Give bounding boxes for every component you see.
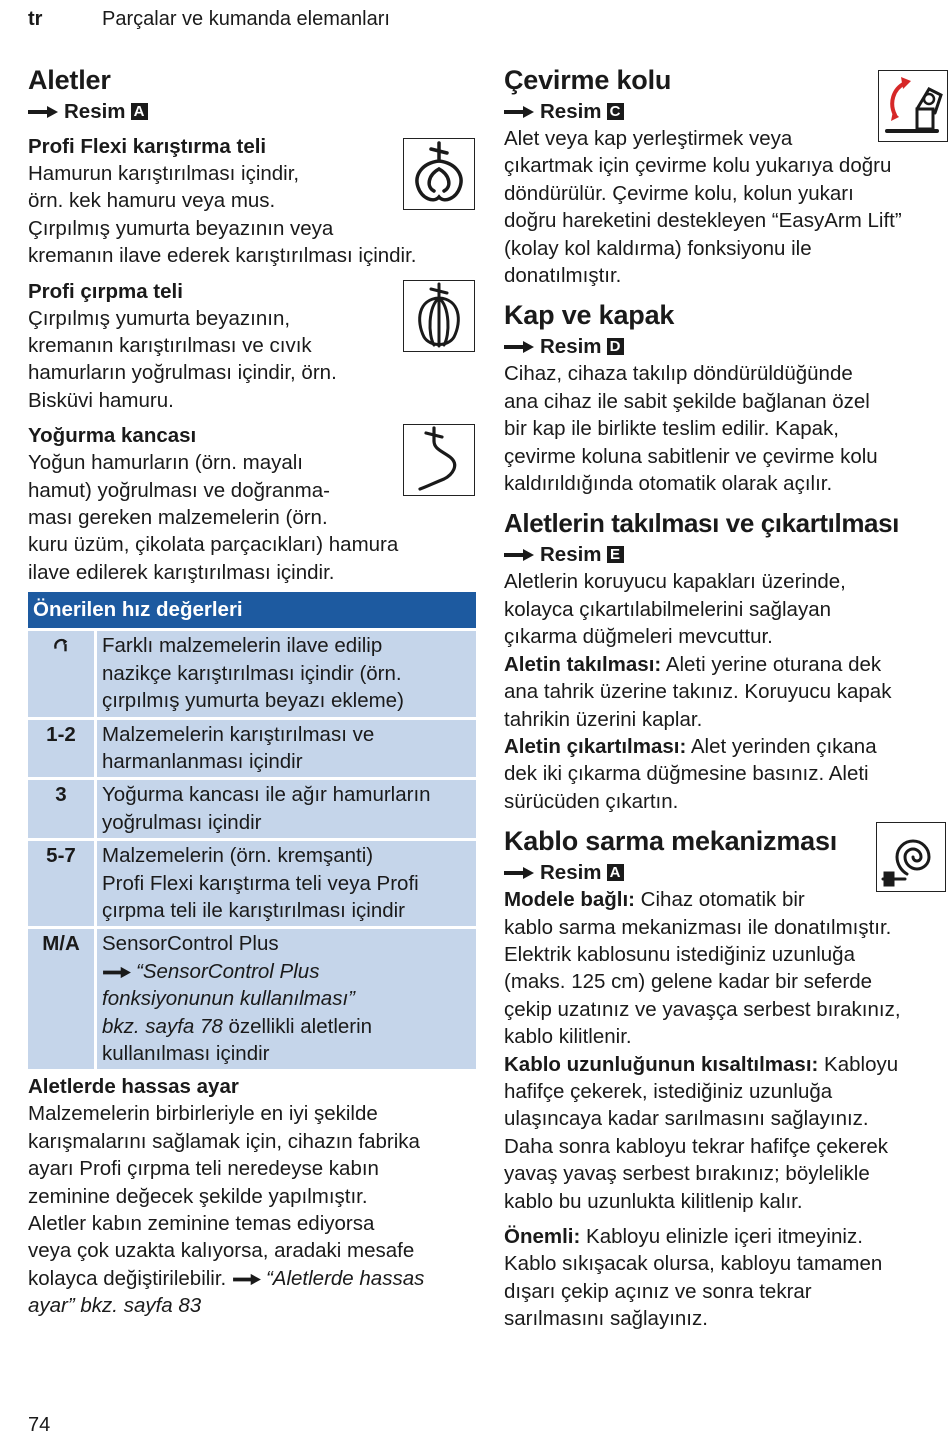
section-title: Parçalar ve kumanda elemanları	[102, 8, 390, 30]
figure-reference: Resim A	[504, 859, 946, 886]
arrow-icon	[504, 866, 534, 880]
left-column: Aletler Resim A Profi Flexi karıştırma teli Hamurun karıştırılması içindir, örn. kek hamuru veya mus. Çırpılmış yumurta beyazının veya kremanın ilave ederek karıştırılması içindir. Profi çırpma teli Çırpılmış yumurta beyazının, kremanın karıştırılması ve cıvık hamurların yoğrulması içindir, örn. Bisküvi hamuru. Yoğurma kancası Yoğun hamurların (örn. mayalı hamut) yoğrulması ve doğranma- ması gereken malzemelerin (örn. kuru üzüm, çikolata parçacıkları) hamura ilave edilerek karıştırılması içindir. Önerilen hız değerleri Farklı malzemelerin ilave edilip nazikçe karıştırılması içindir (örn. çırpılmış yumurta beyazı ekleme) 1-2 Malzemelerin karıştırılması ve harmanlanması içindir 3 Yoğurma kancası ile ağır hamurların yoğrulması içindir 5-7 Malzemelerin (örn. kremşanti) Profi Flexi karıştırma teli veya Profi çırpma teli ile karıştırılması içindir M/A SensorControl Plus “SensorControl Plus fonksiyonunun kullanılması” bkz. sayfa 78 özellikli aletlerin kullanılması içindir Aletlerde hassas ayar Malzemelerin birbirleriyle en iyi şekilde karışmalarını sağlamak için, cihazın fabrika ayarı Profi çırpma teli neredeyse kabın zeminine değecek şekilde yapılmıştır. Aletler kabın zeminine temas ediyorsa veya çok uzakta kalıyorsa, aradaki mesafe kolayca değiştirilebilir. “Aletlerde hassas ayar” bkz. sayfa 83	[28, 62, 476, 1320]
flexi-beater-icon	[403, 138, 475, 210]
page-header	[28, 8, 390, 31]
table-row: Farklı malzemelerin ilave edilip nazikçe karıştırılması içindir (örn. çırpılmış yumurta beyazı ekleme)	[28, 630, 476, 718]
figure-letter: C	[607, 103, 624, 120]
flexi-title: Profi Flexi karıştırma teli	[28, 135, 267, 158]
whisk-icon	[403, 280, 475, 352]
arrow-icon	[504, 548, 534, 562]
page-number: 74	[28, 1414, 51, 1436]
figure-letter: A	[131, 103, 148, 120]
speed-table-header: Önerilen hız değerleri	[28, 592, 476, 630]
arrow-icon	[504, 105, 534, 119]
table-row: 5-7 Malzemelerin (örn. kremşanti) Profi Flexi karıştırma teli veya Profi çırpma teli ile karıştırılması içindir	[28, 840, 476, 928]
swivel-arm-icon	[878, 70, 948, 142]
pulse-rotate-icon	[52, 636, 70, 654]
cable-heading: Kablo sarma mekanizması	[504, 826, 838, 857]
attach-heading: Aletlerin takılması ve çıkartılması	[504, 508, 899, 539]
table-row: M/A SensorControl Plus “SensorControl Plus fonksiyonunun kullanılması” bkz. sayfa 78 özellikli aletlerin kullanılması içindir	[28, 928, 476, 1070]
arrow-icon	[232, 1273, 262, 1286]
aletler-heading: Aletler	[28, 65, 111, 95]
figure-letter: E	[607, 546, 624, 563]
figure-letter: A	[607, 864, 624, 881]
whisk-title: Profi çırpma teli	[28, 279, 183, 303]
arrow-icon	[102, 966, 132, 979]
bowl-heading: Kap ve kapak	[504, 300, 675, 331]
language-code: tr	[28, 8, 43, 30]
hook-title: Yoğurma kancası	[28, 424, 197, 448]
kneading-hook-icon	[403, 424, 475, 496]
arrow-icon	[28, 105, 58, 119]
arrow-icon	[504, 340, 534, 354]
fine-adjust-title: Aletlerde hassas ayar	[28, 1075, 239, 1099]
figure-reference: Resim D	[504, 333, 946, 360]
cable-reel-icon	[876, 822, 946, 892]
speed-table	[28, 592, 476, 1069]
figure-letter: D	[607, 338, 624, 355]
figure-reference: Resim C	[504, 98, 946, 125]
table-row: 3 Yoğurma kancası ile ağır hamurların yoğrulması içindir	[28, 779, 476, 840]
figure-reference: Resim E	[504, 541, 946, 568]
table-row: 1-2 Malzemelerin karıştırılması ve harmanlanması içindir	[28, 718, 476, 779]
figure-reference: Resim A	[28, 98, 476, 125]
arm-heading: Çevirme kolu	[504, 65, 672, 95]
right-column: Çevirme kolu Resim C Alet veya kap yerleştirmek veya çıkartmak için çevirme kolu yukarıya doğru döndürülür. Çevirme kolu, kolun yukarı doğru hareketini destekleyen “EasyArm Lift” (kolay kol kaldırma) fonksiyonu ile donatılmıştır. Kap ve kapak Resim D Cihaz, cihaza takılıp döndürüldüğünde ana cihaz ile sabit şekilde bağlanan özel bir kap ile birlikte teslim edilir. Kapak, çevirme koluna sabitlenir ve çevirme kolu kaldırıldığında otomatik olarak açılır. Aletlerin takılması ve çıkartılması Resim E Aletlerin koruyucu kapakları üzerinde, kolayca çıkartılabilmelerini sağlayan çıkarma düğmeleri mevcuttur. Aletin takılması: Aleti yerine oturana dek ana tahrik üzerine takınız. Koruyucu kapak tahrikin üzerini kaplar. Aletin çıkartılması: Alet yerinden çıkana dek iki çıkarma düğmesine basınız. Aleti sürücüden çıkartın. Kablo sarma mekanizması Resim A Modele bağlı: Cihaz otomatik bir kablo sarma mekanizması ile donatılmıştır. Elektrik kablosunu istediğiniz uzunluğa (maks. 125 cm) gelene kadar bir seferde çekip uzatınız ve yavaşça serbest bırakınız, kablo kilitlenir. Kablo uzunluğunun kısaltılması: Kabloyu hafifçe çekerek, istediğiniz uzunluğa ulaşıncaya kadar sarılmasını sağlayınız. Daha sonra kabloyu tekrar hafifçe çekerek yavaş yavaş serbest bırakınız; böylelikle kablo bu uzunlukta kilitlenip kalır. Önemli: Kabloyu elinizle içeri itmeyiniz. Kablo sıkışacak olursa, kabloyu tamamen dışarı çekip açınız ve sonra tekrar sarılmasını sağlayınız.	[504, 62, 946, 1333]
